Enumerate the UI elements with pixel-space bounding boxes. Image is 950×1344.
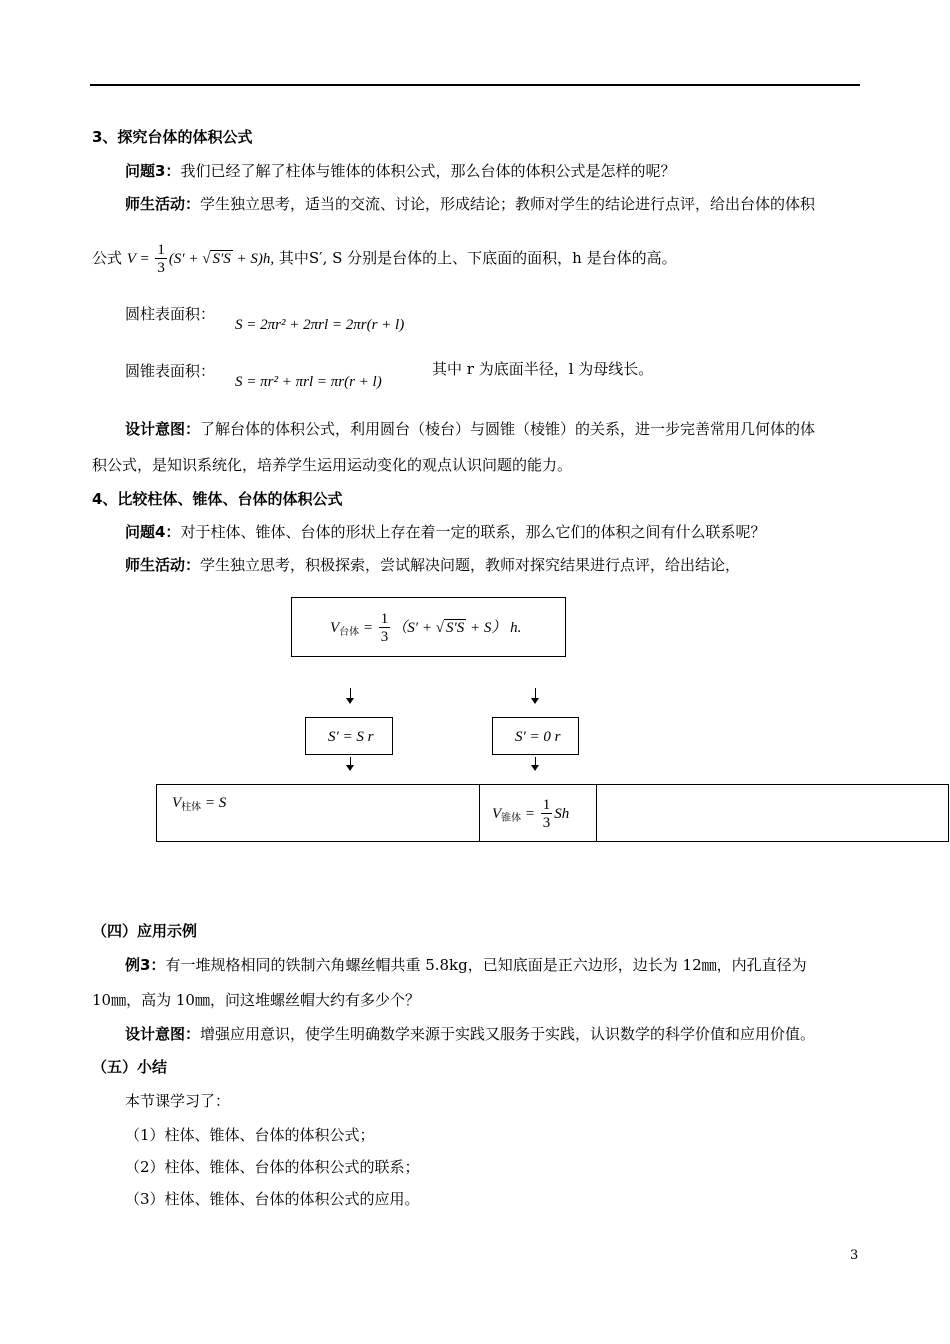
section-4-title: 4、比较柱体、锥体、台体的体积公式 [92,490,343,508]
prism-volume-formula [172,794,226,814]
frustum-formula-box-content: $V_{台体}$ = $\frac{1}{3}$ （S′ + √ S′S + S） h. [330,611,522,645]
summary-item-1: （1）柱体、锥体、台体的体积公式； [125,1126,375,1144]
cone-volume-box [479,784,597,842]
question-3-text: 我们已经了解了柱体与锥体的体积公式，那么台体的体积公式是怎样的呢？ [180,162,676,180]
activity-3-label: 师生活动： [125,195,201,213]
question-3 [125,162,675,180]
design-intent-3-label: 设计意图： [125,420,201,438]
formula-prefix: 公式 [92,248,123,267]
frustum-formula-box [291,597,566,657]
design-intent-3-line2: 积公式，是知识系统化，培养学生运用运动变化的观点认识问题的能力。 [92,456,573,474]
activity-4-label: 师生活动： [125,556,201,574]
activity-3 [125,195,815,213]
example-3 [125,956,807,974]
page-number: 3 [850,1248,859,1263]
activity-4 [125,556,740,574]
frustum-V: V [330,619,340,636]
frustum-volume-formula-line [92,243,677,276]
cone-V-tail: Sh [554,805,570,822]
cylinder-surface-label: 圆柱表面积： [125,305,216,323]
prism-V-eq: = S [201,795,227,811]
cone-surface-formula: S = πr² + πrl = πr(r + l) [235,374,382,390]
formula-note: 其中S′, S 分别是台体的上、下底面的面积，h 是台体的高。 [278,248,677,267]
prism-V-sub: 柱体 [181,802,202,813]
cone-V: V [492,805,502,822]
application-title: （四）应用示例 [92,922,198,940]
frustum-V-sub: 台体 [339,626,360,638]
activity-3-text: 学生独立思考，适当的交流、讨论，形成结论；教师对学生的结论进行点评，给出台体的体积 [200,195,816,213]
design-intent-3-line1: 了解台体的体积公式，利用圆台（棱台）与圆锥（棱锥）的关系，进一步完善常用几何体的体 [200,420,816,438]
summary-item-3: （3）柱体、锥体、台体的体积公式的应用。 [125,1190,420,1208]
section-3-title: 3、探究台体的体积公式 [92,128,253,146]
question-4-text: 对于柱体、锥体、台体的形状上存在着一定的联系，那么它们的体积之间有什么联系呢？ [180,523,766,541]
question-4-label: 问题4： [125,523,181,541]
design-intent-app-label: 设计意图： [125,1025,201,1043]
question-3-label: 问题3： [125,162,181,180]
cone-V-sub: 锥体 [501,812,522,824]
header-rule [90,84,860,86]
condition-box-right [492,717,579,755]
summary-intro: 本节课学习了： [125,1092,231,1110]
example-3-label: 例3： [125,956,166,974]
example-3-line2: 10㎜，高为 10㎜，问这堆螺丝帽大约有多少个？ [92,991,420,1009]
example-3-line1: 有一堆规格相同的铁制六角螺丝帽共重 5.8kg，已知底面是正六边形，边长为 12㎜，内孔直径为 [165,956,807,974]
question-4 [125,523,765,541]
cylinder-surface-formula: S = 2πr² + 2πrl = 2πr(r + l) [235,317,405,333]
design-intent-app-text: 增强应用意识，使学生明确数学来源于实践又服务于实践，认识数学的科学价值和应用价值。 [200,1025,816,1043]
condition-box-left [305,717,393,755]
cone-volume-formula: $V_{锥体}$ = $\frac{1}{3}$ Sh [492,797,570,831]
summary-title: （五）小结 [92,1058,168,1076]
condition-left-text: S′ = S r [328,729,374,745]
activity-4-text: 学生独立思考，积极探索，尝试解决问题，教师对探究结果进行点评，给出结论， [200,556,741,574]
cone-surface-note: 其中 r 为底面半径，l 为母线长。 [432,360,654,378]
design-intent-3 [125,420,815,438]
cone-surface-label: 圆锥表面积： [125,362,216,380]
design-intent-app [125,1025,815,1043]
condition-right-text: S′ = 0 r [515,729,561,745]
frustum-volume-formula: V = $\frac{1}{3}$ (S′ + √ S′S + S)h, [126,242,275,276]
prism-V: V [172,795,182,811]
summary-item-2: （2）柱体、锥体、台体的体积公式的联系； [125,1158,420,1176]
